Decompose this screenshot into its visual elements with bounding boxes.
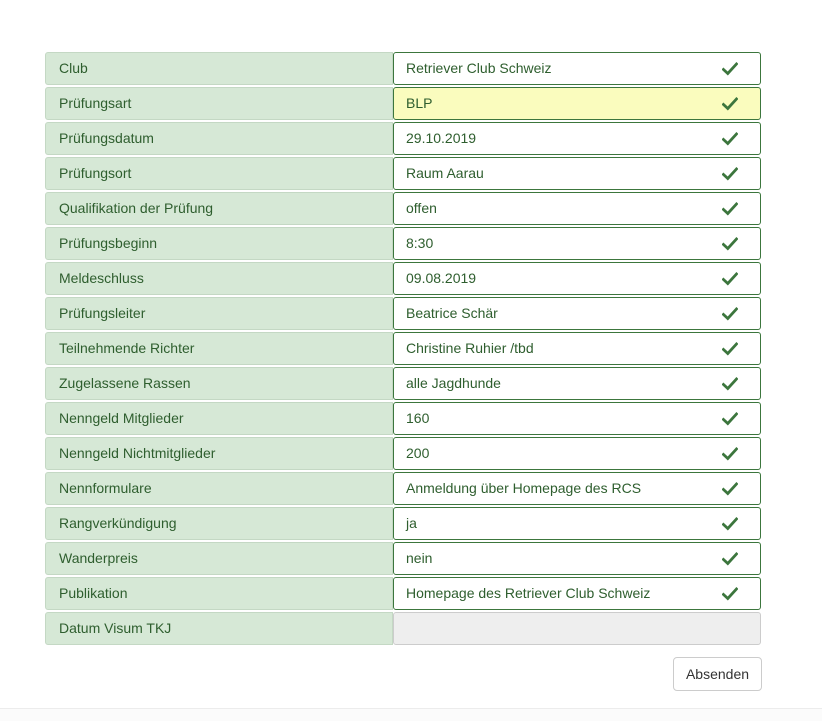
field-label: Rangverkündigung xyxy=(45,507,393,540)
checkmark-icon xyxy=(722,132,738,146)
checkmark-icon xyxy=(722,552,738,566)
form-row xyxy=(45,367,761,400)
form-row xyxy=(45,472,761,505)
field-value: 200 xyxy=(406,445,430,461)
field-input[interactable] xyxy=(393,122,761,155)
checkmark-icon xyxy=(722,97,738,111)
form-row xyxy=(45,402,761,435)
field-input[interactable] xyxy=(393,472,761,505)
form-row xyxy=(45,227,761,260)
form-row xyxy=(45,87,761,120)
field-value: offen xyxy=(406,200,437,216)
field-input[interactable] xyxy=(393,402,761,435)
field-input[interactable] xyxy=(393,227,761,260)
form-row xyxy=(45,52,761,85)
field-value: Retriever Club Schweiz xyxy=(406,60,552,76)
field-input[interactable] xyxy=(393,332,761,365)
field-label: Prüfungsort xyxy=(45,157,393,190)
field-input[interactable] xyxy=(393,367,761,400)
form-row xyxy=(45,262,761,295)
checkmark-icon xyxy=(722,237,738,251)
field-input[interactable] xyxy=(393,192,761,225)
field-input[interactable] xyxy=(393,507,761,540)
field-label: Nenngeld Nichtmitglieder xyxy=(45,437,393,470)
field-value: ja xyxy=(406,515,417,531)
field-value: Beatrice Schär xyxy=(406,305,498,321)
checkmark-icon xyxy=(722,202,738,216)
field-input[interactable] xyxy=(393,52,761,85)
checkmark-icon xyxy=(722,272,738,286)
field-value: nein xyxy=(406,550,433,566)
field-input[interactable] xyxy=(393,542,761,575)
field-value: Anmeldung über Homepage des RCS xyxy=(406,480,642,496)
field-value: Christine Ruhier /tbd xyxy=(406,340,534,356)
checkmark-icon xyxy=(722,412,738,426)
checkmark-icon xyxy=(722,377,738,391)
form-row xyxy=(45,437,761,470)
field-label: Prüfungsleiter xyxy=(45,297,393,330)
checkmark-icon xyxy=(722,307,738,321)
field-label: Datum Visum TKJ xyxy=(45,612,393,645)
field-input[interactable] xyxy=(393,577,761,610)
field-label: Qualifikation der Prüfung xyxy=(45,192,393,225)
field-value: BLP xyxy=(406,95,433,111)
field-input[interactable] xyxy=(393,157,761,190)
field-input[interactable] xyxy=(393,262,761,295)
form-row xyxy=(45,157,761,190)
checkmark-icon xyxy=(722,167,738,181)
field-value: 29.10.2019 xyxy=(406,130,477,146)
field-label: Meldeschluss xyxy=(45,262,393,295)
field-label: Zugelassene Rassen xyxy=(45,367,393,400)
field-label: Prüfungsart xyxy=(45,87,393,120)
field-input xyxy=(393,612,761,645)
field-value: alle Jagdhunde xyxy=(406,375,501,391)
field-label: Nenngeld Mitglieder xyxy=(45,402,393,435)
checkmark-icon xyxy=(722,342,738,356)
field-label: Prüfungsbeginn xyxy=(45,227,393,260)
form-row xyxy=(45,577,761,610)
checkmark-icon xyxy=(722,447,738,461)
field-label: Publikation xyxy=(45,577,393,610)
checkmark-icon xyxy=(722,587,738,601)
form-row xyxy=(45,122,761,155)
field-input[interactable] xyxy=(393,437,761,470)
field-value: 09.08.2019 xyxy=(406,270,477,286)
form-row xyxy=(45,507,761,540)
submit-button[interactable]: Absenden xyxy=(673,657,762,691)
field-value: Homepage des Retriever Club Schweiz xyxy=(406,585,651,601)
form-row xyxy=(45,297,761,330)
field-label: Club xyxy=(45,52,393,85)
checkmark-icon xyxy=(722,517,738,531)
field-label: Prüfungsdatum xyxy=(45,122,393,155)
field-label: Nennformulare xyxy=(45,472,393,505)
field-value: 8:30 xyxy=(406,235,434,251)
checkmark-icon xyxy=(722,482,738,496)
field-value: Raum Aarau xyxy=(406,165,484,181)
footer-divider xyxy=(0,708,822,721)
field-value: 160 xyxy=(406,410,430,426)
field-label: Teilnehmende Richter xyxy=(45,332,393,365)
form-row xyxy=(45,192,761,225)
form-row xyxy=(45,332,761,365)
checkmark-icon xyxy=(722,62,738,76)
form-row xyxy=(45,542,761,575)
field-label: Wanderpreis xyxy=(45,542,393,575)
field-input[interactable] xyxy=(393,297,761,330)
form-row xyxy=(45,612,761,645)
field-input[interactable] xyxy=(393,87,761,120)
exam-form xyxy=(45,52,761,647)
